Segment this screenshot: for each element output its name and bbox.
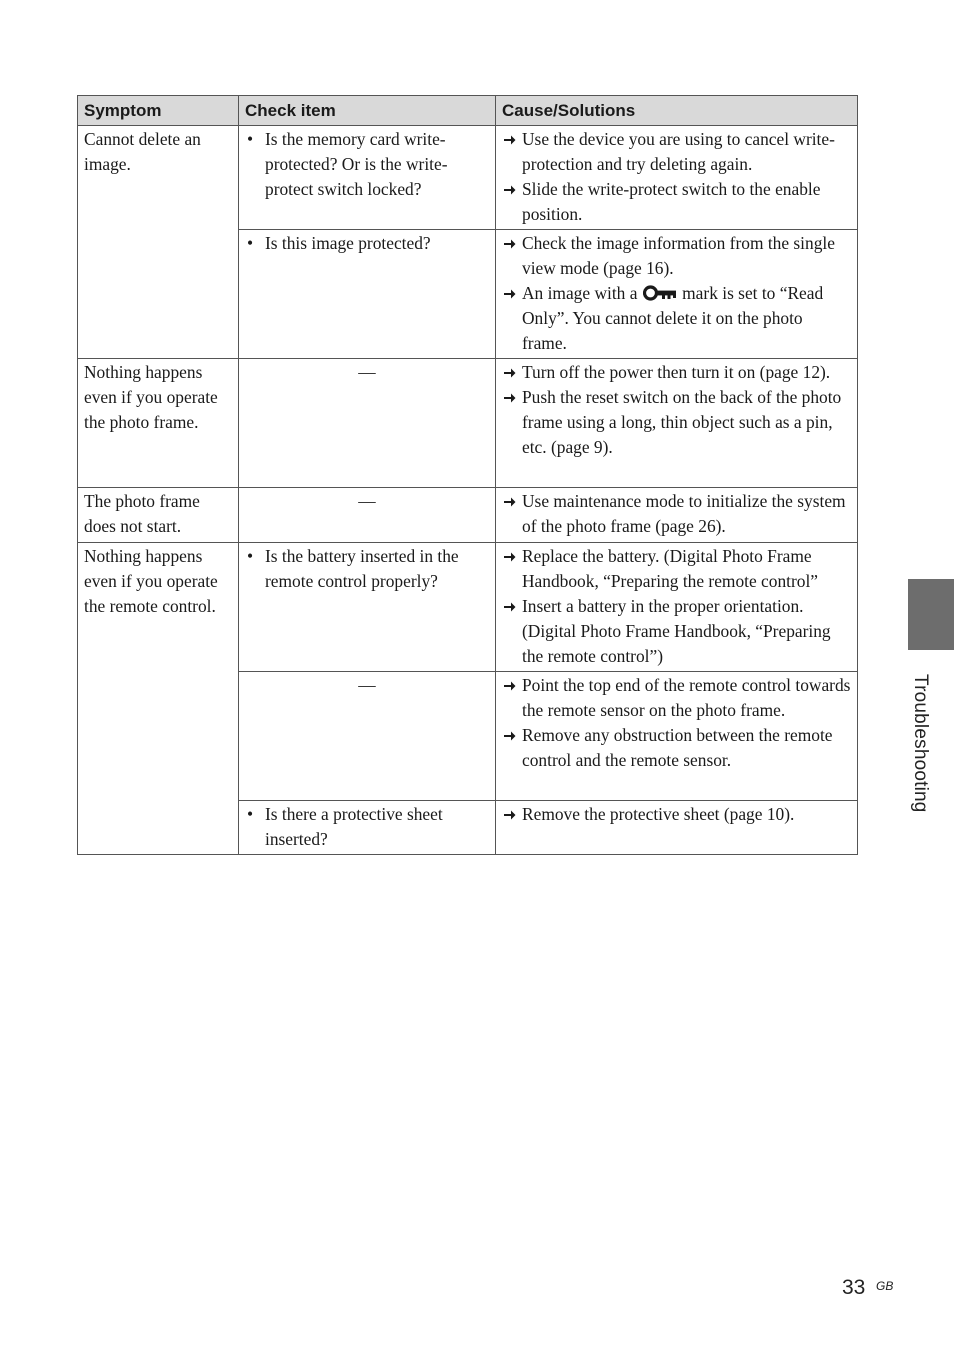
table-row (78, 488, 858, 543)
solution-text: Use maintenance mode to initialize the system of the photo frame (page 26). (522, 491, 846, 536)
solution-text: Insert a battery in the proper orientation. (Digital Photo Frame Handbook, “Preparing the remote control”) (522, 596, 831, 666)
symptom-cell: Nothing happens even if you operate the photo frame. (78, 359, 239, 488)
check-item-cell: — (239, 359, 496, 488)
check-item-cell (239, 801, 496, 855)
check-item-text: Is the battery inserted in the remote control properly? (265, 546, 459, 591)
symptom-cell: Cannot delete an image. (78, 126, 239, 359)
symptom-cell: Nothing happens even if you operate the remote control. (78, 543, 239, 855)
check-item-cell: — (239, 672, 496, 801)
solution-cell (496, 543, 858, 672)
page-region: GB (876, 1279, 894, 1293)
page-number: 33 (842, 1276, 866, 1299)
check-item-cell: — (239, 488, 496, 543)
symptom-cell: The photo frame does not start. (78, 488, 239, 543)
solution-cell (496, 359, 858, 488)
header-cause-solutions: Cause/Solutions (496, 96, 858, 126)
arrow-right-icon (503, 238, 516, 250)
arrow-right-icon (503, 392, 516, 404)
key-protect-icon (643, 285, 677, 301)
solution-cell (496, 672, 858, 801)
table-header-row (78, 96, 858, 126)
solution-text: Push the reset switch on the back of the photo frame using a long, thin object such as a pin, etc. (page 9). (522, 387, 842, 457)
table-row (78, 543, 858, 672)
table-row (78, 126, 858, 230)
section-tab (908, 579, 954, 650)
solution-text: Use the device you are using to cancel write-protection and try deleting again. (522, 129, 835, 174)
arrow-right-icon (503, 551, 516, 563)
bullet-icon: • (247, 233, 254, 253)
check-item-cell (239, 543, 496, 672)
arrow-right-icon (503, 730, 516, 742)
solution-text: Check the image information from the single view mode (page 16). (522, 233, 835, 278)
check-item-cell (239, 230, 496, 359)
troubleshooting-table (77, 95, 858, 855)
arrow-right-icon (503, 288, 516, 300)
solution-text: Remove the protective sheet (page 10). (522, 804, 795, 824)
solution-text: Turn off the power then turn it on (page 12). (522, 362, 831, 382)
arrow-right-icon (503, 809, 516, 821)
header-symptom: Symptom (78, 96, 239, 126)
check-item-text: Is there a protective sheet inserted? (265, 804, 443, 849)
solution-text: mark is set to “Read Only”. You cannot delete it on the photo frame. (522, 283, 824, 353)
solution-text: An image with a (522, 283, 638, 303)
solution-text: Point the top end of the remote control towards the remote sensor on the photo frame. (522, 675, 851, 720)
solution-cell (496, 126, 858, 230)
solution-text: Remove any obstruction between the remote control and the remote sensor. (522, 725, 833, 770)
check-item-text: Is the memory card write-protected? Or is the write-protect switch locked? (265, 129, 448, 199)
arrow-right-icon (503, 367, 516, 379)
bullet-icon: • (247, 804, 254, 824)
check-item-cell (239, 126, 496, 230)
solution-text: Slide the write-protect switch to the enable position. (522, 179, 821, 224)
arrow-right-icon (503, 680, 516, 692)
solution-cell (496, 230, 858, 359)
arrow-right-icon (503, 496, 516, 508)
header-check-item: Check item (239, 96, 496, 126)
bullet-icon: • (247, 129, 254, 149)
check-item-text: Is this image protected? (265, 233, 431, 253)
solution-cell (496, 488, 858, 543)
section-label: Troubleshooting (910, 674, 931, 813)
arrow-right-icon (503, 601, 516, 613)
arrow-right-icon (503, 134, 516, 146)
solution-cell (496, 801, 858, 855)
bullet-icon: • (247, 546, 254, 566)
solution-text: Replace the battery. (Digital Photo Frame Handbook, “Preparing the remote control” (522, 546, 819, 591)
arrow-right-icon (503, 184, 516, 196)
table-row (78, 359, 858, 488)
